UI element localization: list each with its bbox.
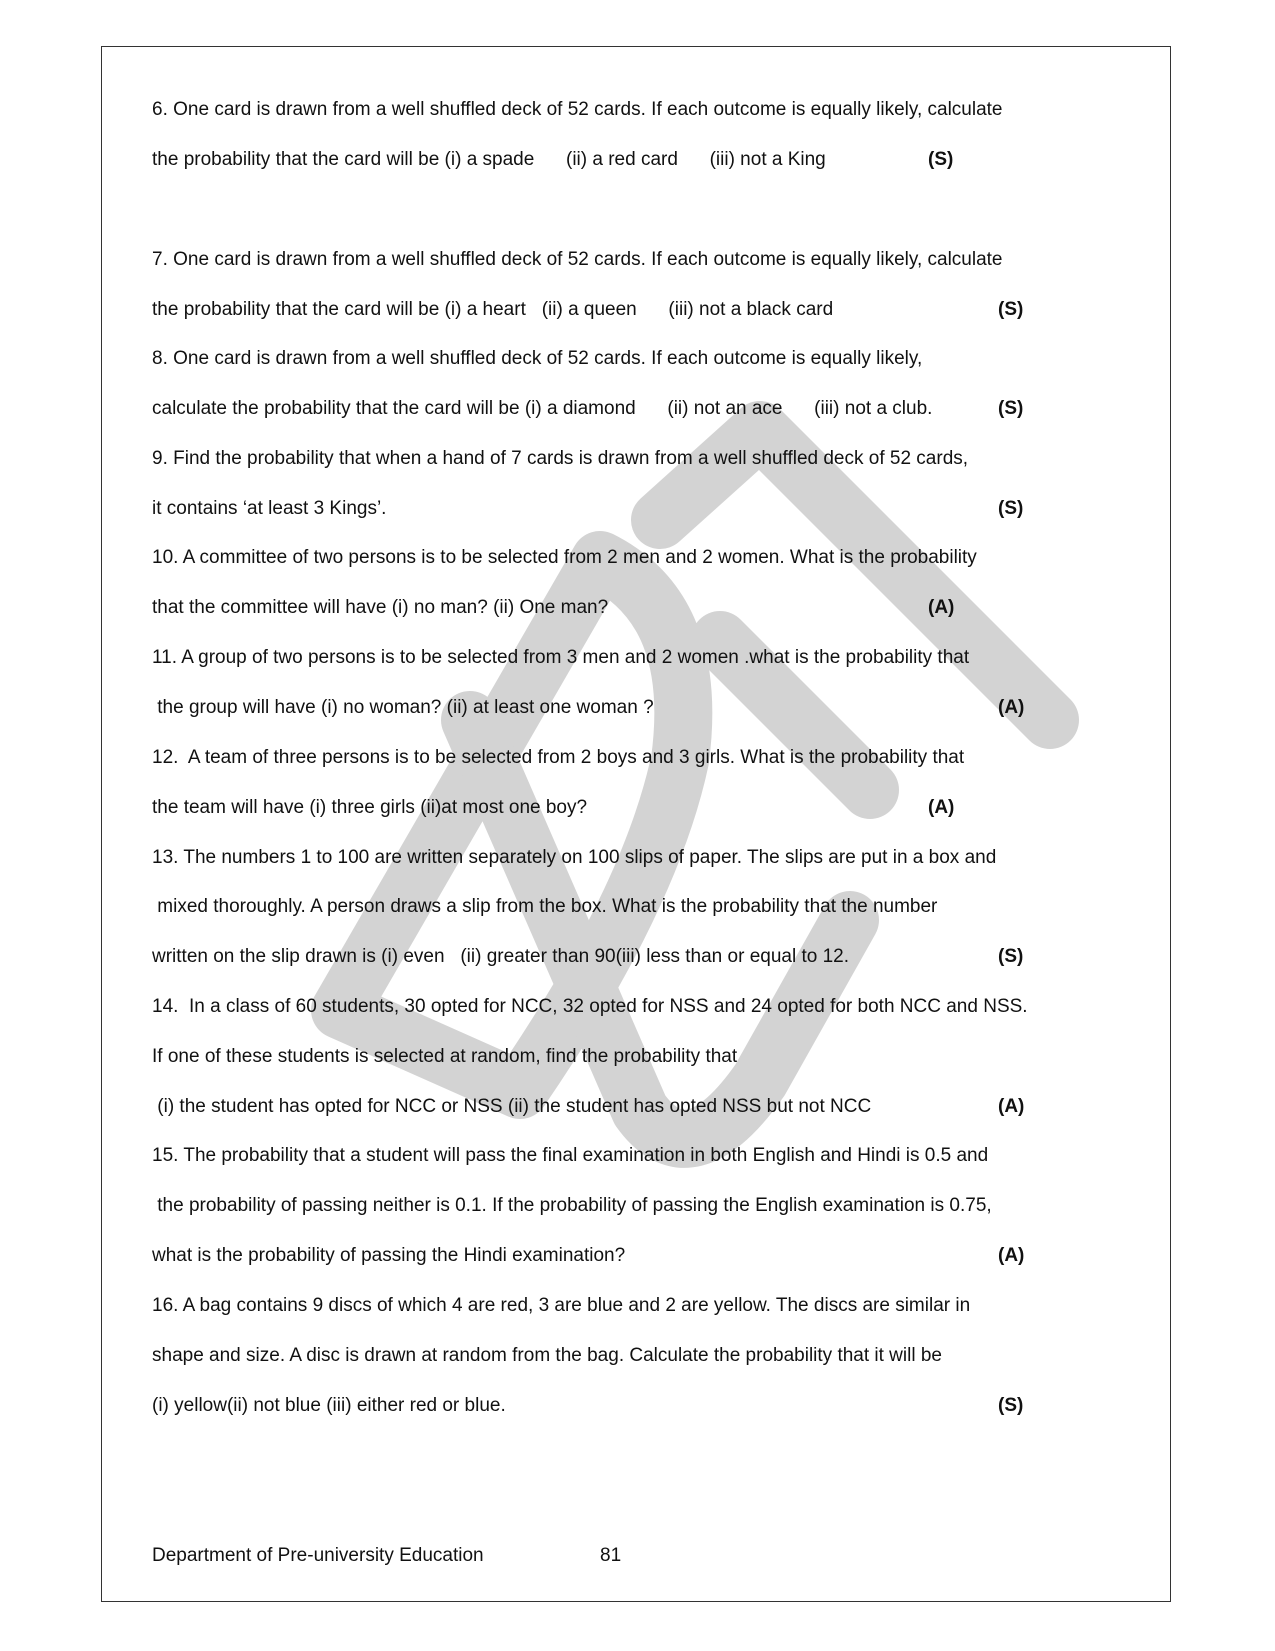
question-11-tag: (A) bbox=[998, 697, 1025, 718]
question-11-line-2: the group will have (i) no woman? (ii) at least one woman ? bbox=[152, 697, 654, 718]
question-6-line-2: the probability that the card will be (i) a spade (ii) a red card (iii) not a King bbox=[152, 149, 826, 170]
question-10-line-2: that the committee will have (i) no man? (ii) One man? bbox=[152, 597, 609, 618]
question-12-tag: (A) bbox=[928, 797, 955, 818]
question-14-line-1: 14. In a class of 60 students, 30 opted for NCC, 32 opted for NSS and 24 opted for both NCC and NSS. bbox=[152, 996, 1028, 1017]
question-15-line-2: the probability of passing neither is 0.1. If the probability of passing the English examination is 0.75, bbox=[152, 1195, 992, 1216]
footer-page-number: 81 bbox=[600, 1545, 622, 1566]
question-12-line-2: the team will have (i) three girls (ii)at most one boy? bbox=[152, 797, 588, 818]
question-8-line-1: 8. One card is drawn from a well shuffled deck of 52 cards. If each outcome is equally likely, bbox=[152, 348, 923, 369]
question-7-tag: (S) bbox=[998, 299, 1024, 320]
question-12-line-1: 12. A team of three persons is to be selected from 2 boys and 3 girls. What is the probability that bbox=[152, 747, 965, 768]
question-10-tag: (A) bbox=[928, 597, 955, 618]
question-16-line-3: (i) yellow(ii) not blue (iii) either red or blue. bbox=[152, 1395, 506, 1416]
question-11-line-1: 11. A group of two persons is to be selected from 3 men and 2 women .what is the probability that bbox=[152, 647, 970, 668]
page-border bbox=[101, 46, 1171, 1602]
question-6-tag: (S) bbox=[928, 149, 954, 170]
question-13-line-3: written on the slip drawn is (i) even (ii) greater than 90(iii) less than or equal to 12. bbox=[152, 946, 849, 967]
question-7-line-1: 7. One card is drawn from a well shuffled deck of 52 cards. If each outcome is equally likely, calculate bbox=[152, 249, 1003, 270]
question-14-tag: (A) bbox=[998, 1096, 1025, 1117]
question-10-line-1: 10. A committee of two persons is to be selected from 2 men and 2 women. What is the probability bbox=[152, 547, 977, 568]
question-9-line-1: 9. Find the probability that when a hand of 7 cards is drawn from a well shuffled deck of 52 cards, bbox=[152, 448, 969, 469]
question-8-line-2: calculate the probability that the card will be (i) a diamond (ii) not an ace (iii) not a club. bbox=[152, 398, 933, 419]
question-16-line-1: 16. A bag contains 9 discs of which 4 are red, 3 are blue and 2 are yellow. The discs are similar in bbox=[152, 1295, 971, 1316]
question-6-line-1: 6. One card is drawn from a well shuffled deck of 52 cards. If each outcome is equally likely, calculate bbox=[152, 99, 1003, 120]
question-13-line-2: mixed thoroughly. A person draws a slip from the box. What is the probability that the number bbox=[152, 896, 938, 917]
question-15-line-3: what is the probability of passing the Hindi examination? bbox=[152, 1245, 626, 1266]
question-9-line-2: it contains ‘at least 3 Kings’. bbox=[152, 498, 387, 519]
footer-department: Department of Pre-university Education bbox=[152, 1545, 484, 1566]
question-13-tag: (S) bbox=[998, 946, 1024, 967]
question-7-line-2: the probability that the card will be (i) a heart (ii) a queen (iii) not a black card bbox=[152, 299, 834, 320]
question-14-line-2: If one of these students is selected at random, find the probability that bbox=[152, 1046, 738, 1067]
question-16-line-2: shape and size. A disc is drawn at random from the bag. Calculate the probability that it will be bbox=[152, 1345, 942, 1366]
question-15-tag: (A) bbox=[998, 1245, 1025, 1266]
question-14-line-3: (i) the student has opted for NCC or NSS (ii) the student has opted NSS but not NCC bbox=[152, 1096, 872, 1117]
question-9-tag: (S) bbox=[998, 498, 1024, 519]
question-15-line-1: 15. The probability that a student will pass the final examination in both English and Hindi is 0.5 and bbox=[152, 1145, 989, 1166]
question-8-tag: (S) bbox=[998, 398, 1024, 419]
question-16-tag: (S) bbox=[998, 1395, 1024, 1416]
question-13-line-1: 13. The numbers 1 to 100 are written separately on 100 slips of paper. The slips are put in a box and bbox=[152, 847, 997, 868]
